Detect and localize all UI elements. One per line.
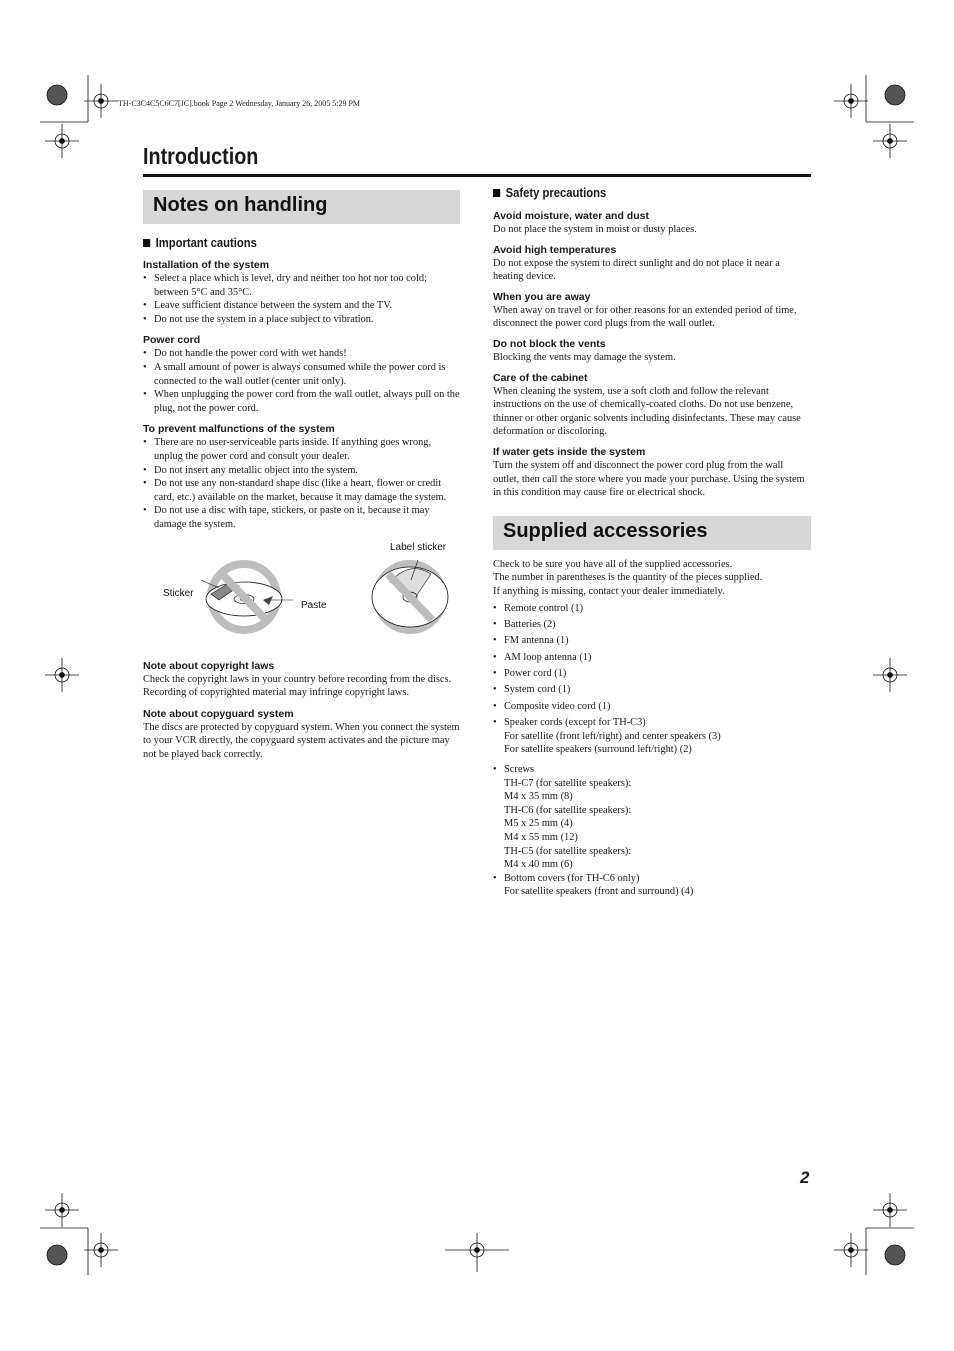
list-item: • A small amount of power is always consumed while the power cord is connected to the wall outlet (center unit only). xyxy=(143,361,460,388)
accessory-item xyxy=(493,716,811,757)
accessory-name: • Speaker cords (except for TH-C3) xyxy=(504,717,646,729)
safety-section xyxy=(493,446,811,500)
accessory-item xyxy=(493,651,811,665)
accessory-detail: TH-C7 (for satellite speakers): xyxy=(504,777,632,789)
safety-section-text: Do not place the system in moist or dusty places. xyxy=(493,224,697,235)
safety-section xyxy=(493,338,811,365)
installation-list xyxy=(143,272,460,326)
safety-section-heading: If water gets inside the system xyxy=(493,445,646,458)
copyright-text: Check the copyright laws in your country before recording from the discs. Recording of copyrighted material may infringe copyright laws. xyxy=(143,673,452,699)
print-header: TH-C3C4C5C6C7[JC].book Page 2 Wednesday, January 26, 2005 5:29 PM xyxy=(118,99,361,108)
accessory-item xyxy=(493,763,811,872)
right-column xyxy=(493,186,811,902)
copyguard-heading: Note about copyguard system xyxy=(143,707,294,720)
important-cautions-heading xyxy=(143,236,428,250)
accessory-detail: M5 x 25 mm (4) xyxy=(504,818,573,830)
safety-section-text: When away on travel or for other reasons for an extended period of time, disconnect the power cord plugs from the wall outlet. xyxy=(493,304,797,330)
accessory-item xyxy=(493,700,811,714)
safety-section-heading: When you are away xyxy=(493,290,591,303)
accessory-name: • Bottom covers (for TH-C6 only) xyxy=(504,872,640,884)
accessory-name: Power cord (1) xyxy=(504,668,567,680)
disc-illustration xyxy=(143,542,460,652)
safety-section-text: Blocking the vents may damage the system. xyxy=(493,351,676,363)
accessory-detail: M4 x 35 mm (8) xyxy=(504,791,573,803)
accessory-detail: For satellite (front left/right) and center speakers (3) xyxy=(504,730,721,742)
safety-section-heading: Avoid high temperatures xyxy=(493,243,617,256)
accessory-name: System cord (1) xyxy=(504,684,571,696)
accessory-name: AM loop antenna (1) xyxy=(504,651,592,663)
safety-section-text: Turn the system off and disconnect the power cord plug from the wall outlet, then call the store where you made your purchase. Using the system in this condition may cause fire or electrical shock. xyxy=(493,459,805,499)
accessories-intro-line: The number in parentheses is the quantity of the pieces supplied. xyxy=(493,572,763,584)
important-cautions-label: Important cautions xyxy=(155,236,257,250)
accessories-list xyxy=(493,602,811,899)
power-cord-heading: Power cord xyxy=(143,334,201,347)
page-title: Introduction xyxy=(143,143,259,169)
accessory-item xyxy=(493,683,811,697)
accessory-item xyxy=(493,602,811,616)
accessory-detail: TH-C5 (for satellite speakers): xyxy=(504,845,632,857)
accessory-item xyxy=(493,872,811,899)
list-item: • When unplugging the power cord from the wall outlet, always pull on the plug, not the power cord. xyxy=(143,388,460,415)
safety-section-text: When cleaning the system, use a soft cloth and follow the relevant instructions on the use of chemically-coated cloths. Do not use benzene, thinner or other organic solvents including disinfectants. These may cause deformation or discoloring. xyxy=(493,385,801,438)
safety-section-heading: Avoid moisture, water and dust xyxy=(493,210,649,222)
safety-section xyxy=(493,210,811,237)
accessory-detail: M4 x 55 mm (12) xyxy=(504,831,578,843)
list-item: • There are no user-serviceable parts inside. If anything goes wrong, unplug the power cord and consult your dealer. xyxy=(143,436,460,463)
accessory-item xyxy=(493,618,811,632)
title-rule xyxy=(143,174,811,177)
label-sticker-caption: Label sticker xyxy=(390,541,447,553)
square-bullet-icon xyxy=(493,189,500,197)
accessory-item xyxy=(493,667,811,681)
list-item: • Leave sufficient distance between the system and the TV. xyxy=(143,299,460,313)
safety-precautions-label: Safety precautions xyxy=(505,186,607,200)
accessory-detail: TH-C6 (for satellite speakers): xyxy=(504,804,632,816)
safety-section-heading: Care of the cabinet xyxy=(493,371,588,384)
accessory-name: Remote control (1) xyxy=(504,602,584,614)
accessory-name: FM antenna (1) xyxy=(504,635,569,647)
accessories-intro xyxy=(493,558,811,599)
accessory-name: Batteries (2) xyxy=(504,618,556,630)
copyright-heading: Note about copyright laws xyxy=(143,659,275,672)
accessories-intro-line: If anything is missing, contact your dealer immediately. xyxy=(493,585,725,597)
accessories-intro-line: Check to be sure you have all of the supplied accessories. xyxy=(493,558,733,570)
safety-section xyxy=(493,244,811,284)
list-item: • Do not use any non-standard shape disc (like a heart, flower or credit card, etc.) available on the market, because it may damage the system. xyxy=(143,477,460,504)
list-item: • Select a place which is level, dry and neither too hot nor too cold; between 5°C and 35°C. xyxy=(143,272,460,299)
accessory-detail: For satellite speakers (front and surround) (4) xyxy=(504,886,694,898)
malfunctions-list xyxy=(143,436,460,531)
safety-section-heading: Do not block the vents xyxy=(493,337,606,350)
copyguard-text: The discs are protected by copyguard system. When you connect the system to your VCR directly, the copyguard system activates and the picture may not be played back correctly. xyxy=(143,721,460,760)
list-item: • Do not use the system in a place subject to vibration. xyxy=(143,313,460,327)
list-item: • Do not insert any metallic object into the system. xyxy=(143,464,460,478)
safety-section xyxy=(493,291,811,331)
page-number: 2 xyxy=(800,1168,810,1187)
accessory-item xyxy=(493,634,811,648)
paste-caption: Paste xyxy=(301,599,327,611)
square-bullet-icon xyxy=(143,239,150,247)
accessory-name: • Screws xyxy=(504,764,535,776)
power-cord-list xyxy=(143,347,460,415)
left-column xyxy=(143,190,460,761)
malfunctions-heading: To prevent malfunctions of the system xyxy=(143,423,335,436)
supplied-accessories-heading: Supplied accessories xyxy=(493,516,811,550)
safety-precautions-heading xyxy=(493,186,779,200)
sticker-caption: Sticker xyxy=(163,587,194,599)
notes-on-handling-heading: Notes on handling xyxy=(143,190,460,224)
safety-section-text: Do not expose the system to direct sunlight and do not place it near a heating device. xyxy=(493,257,780,283)
accessory-detail: For satellite speakers (surround left/right) (2) xyxy=(504,744,692,756)
safety-section xyxy=(493,372,811,439)
accessory-name: Composite video cord (1) xyxy=(504,700,611,712)
list-item: • Do not handle the power cord with wet hands! xyxy=(143,347,460,361)
list-item: • Do not use a disc with tape, stickers, or paste on it, because it may damage the system. xyxy=(143,504,460,531)
installation-heading: Installation of the system xyxy=(143,259,270,271)
accessory-detail: M4 x 40 mm (6) xyxy=(504,859,573,871)
